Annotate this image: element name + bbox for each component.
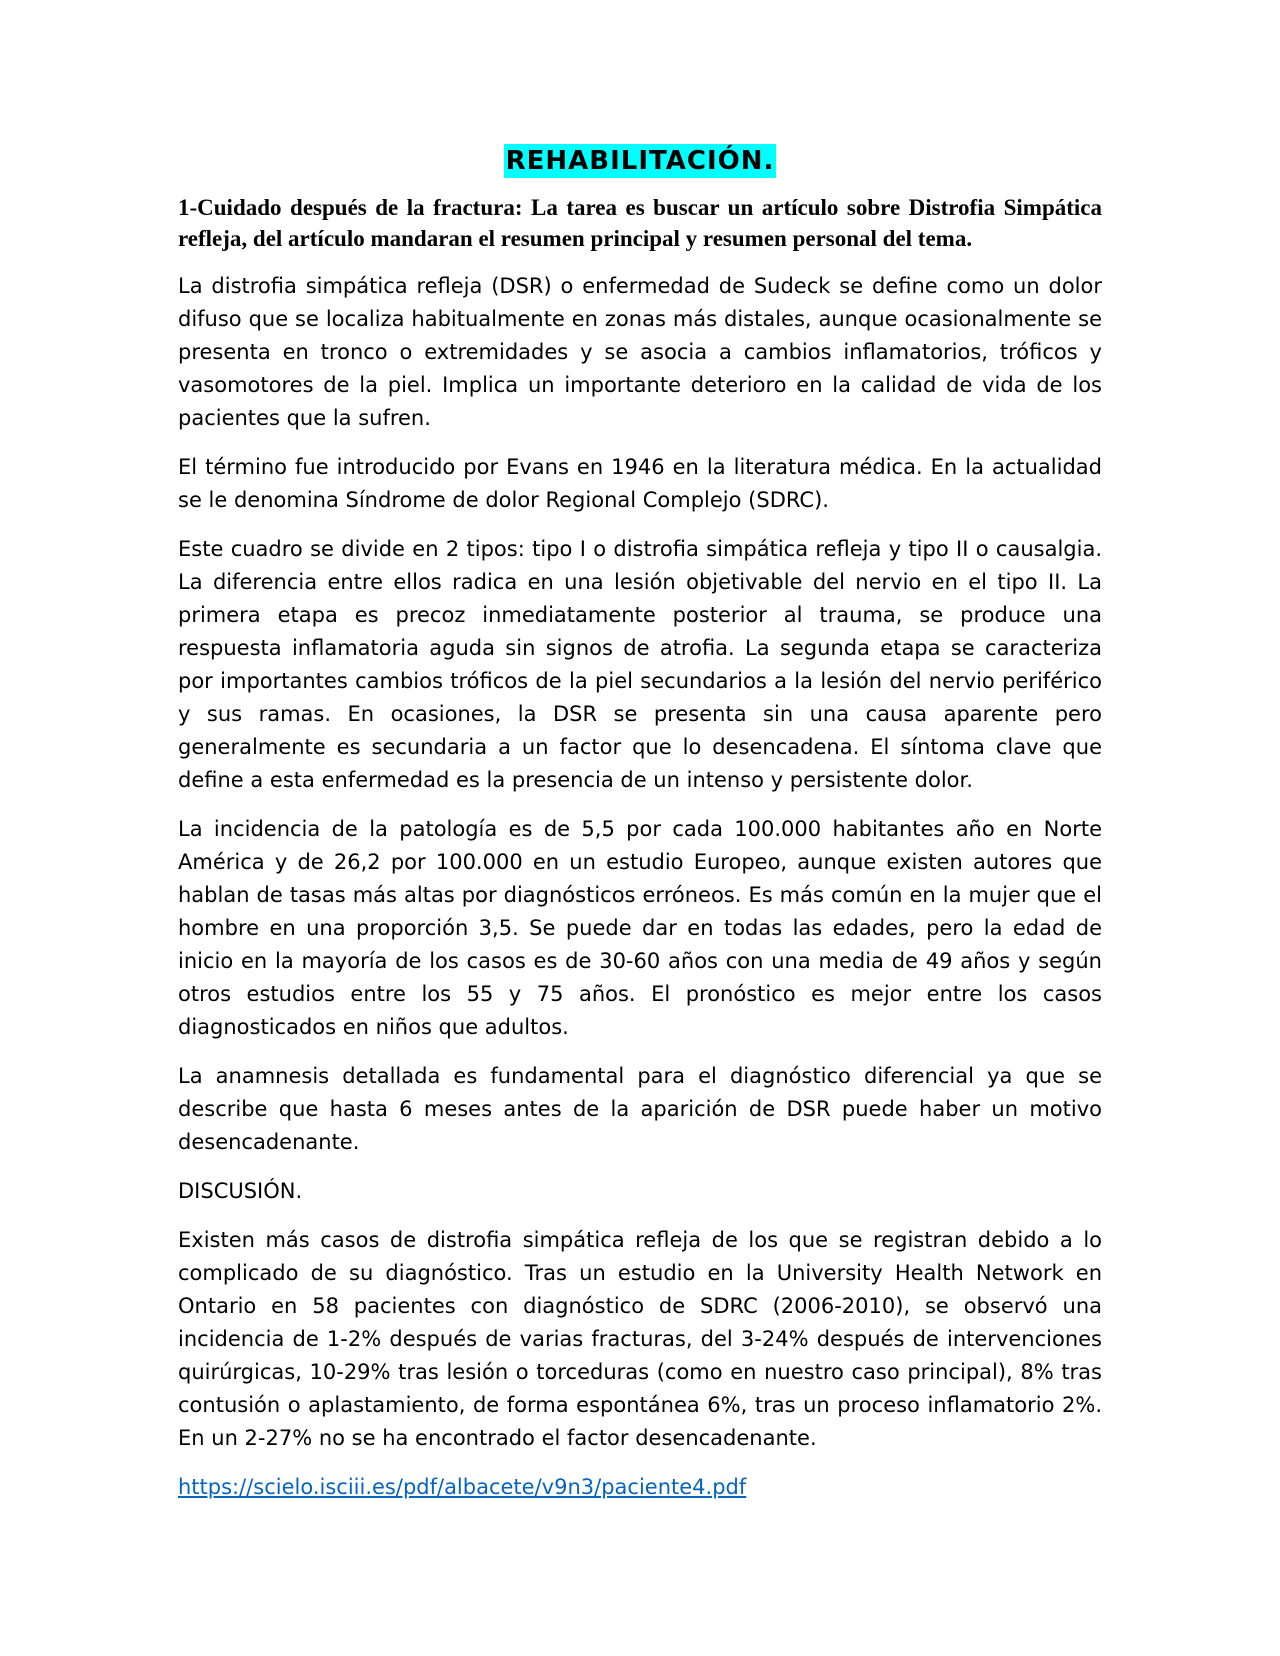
document-title: REHABILITACIÓN. bbox=[505, 146, 775, 176]
paragraph-history: El término fue introducido por Evans en 1946 en la literatura médica. En la actualidad se le denomina Síndrome de dolor Regional Complejo (SDRC). bbox=[178, 455, 1102, 512]
paragraph-definition: La distrofia simpática refleja (DSR) o enfermedad de Sudeck se define como un dolor difuso que se localiza habitualmente en zonas más distales, aunque ocasionalmente se presenta en tronco o extremidades y se asocia a cambios inflamatorios, tróficos y vasomotores de la piel. Implica un importante deterioro en la calidad de vida de los pacientes que la sufren. bbox=[178, 274, 1102, 430]
source-link[interactable]: https://scielo.isciii.es/pdf/albacete/v9n3/paciente4.pdf bbox=[178, 1475, 747, 1499]
task-statement: 1-Cuidado después de la fractura: La tarea es buscar un artículo sobre Distrofia Simpática refleja, del artículo mandaran el resumen principal y resumen personal del tema. bbox=[178, 195, 1102, 251]
paragraph-incidence: La incidencia de la patología es de 5,5 por cada 100.000 habitantes año en Norte América y de 26,2 por 100.000 en un estudio Europeo, aunque existen autores que hablan de tasas más altas por diagnósticos erróneos. Es más común en la mujer que el hombre en una proporción 3,5. Se puede dar en todas las edades, pero la edad de inicio en la mayoría de los casos es de 30-60 años con una media de 49 años y según otros estudios entre los 55 y 75 años. El pronóstico es mejor entre los casos diagnosticados en niños que adultos. bbox=[178, 817, 1102, 1039]
paragraph-types: Este cuadro se divide en 2 tipos: tipo I o distrofia simpática refleja y tipo II o causalgia. La diferencia entre ellos radica en una lesión objetivable del nervio en el tipo II. La primera etapa es precoz inmediatamente posterior al trauma, se produce una respuesta inflamatoria aguda sin signos de atrofia. La segunda etapa se caracteriza por importantes cambios tróficos de la piel secundarios a la lesión del nervio periférico y sus ramas. En ocasiones, la DSR se presenta sin una causa aparente pero generalmente es secundaria a un factor que lo desencadena. El síntoma clave que define a esta enfermedad es la presencia de un intenso y persistente dolor. bbox=[178, 537, 1102, 792]
document-page bbox=[178, 144, 1102, 1504]
discussion-heading: DISCUSIÓN. bbox=[178, 1179, 303, 1203]
paragraph-anamnesis: La anamnesis detallada es fundamental para el diagnóstico diferencial ya que se describe que hasta 6 meses antes de la aparición de DSR puede haber un motivo desencadenante. bbox=[178, 1064, 1102, 1154]
title-wrapper bbox=[178, 144, 1102, 184]
paragraph-discussion: Existen más casos de distrofia simpática refleja de los que se registran debido a lo complicado de su diagnóstico. Tras un estudio en la University Health Network en Ontario en 58 pacientes con diagnóstico de SDRC (2006-2010), se observó una incidencia de 1-2% después de varias fracturas, del 3-24% después de intervenciones quirúrgicas, 10-29% tras lesión o torceduras (como en nuestro caso principal), 8% tras contusión o aplastamiento, de forma espontánea 6%, tras un proceso inflamatorio 2%. En un 2-27% no se ha encontrado el factor desencadenante. bbox=[178, 1228, 1102, 1450]
